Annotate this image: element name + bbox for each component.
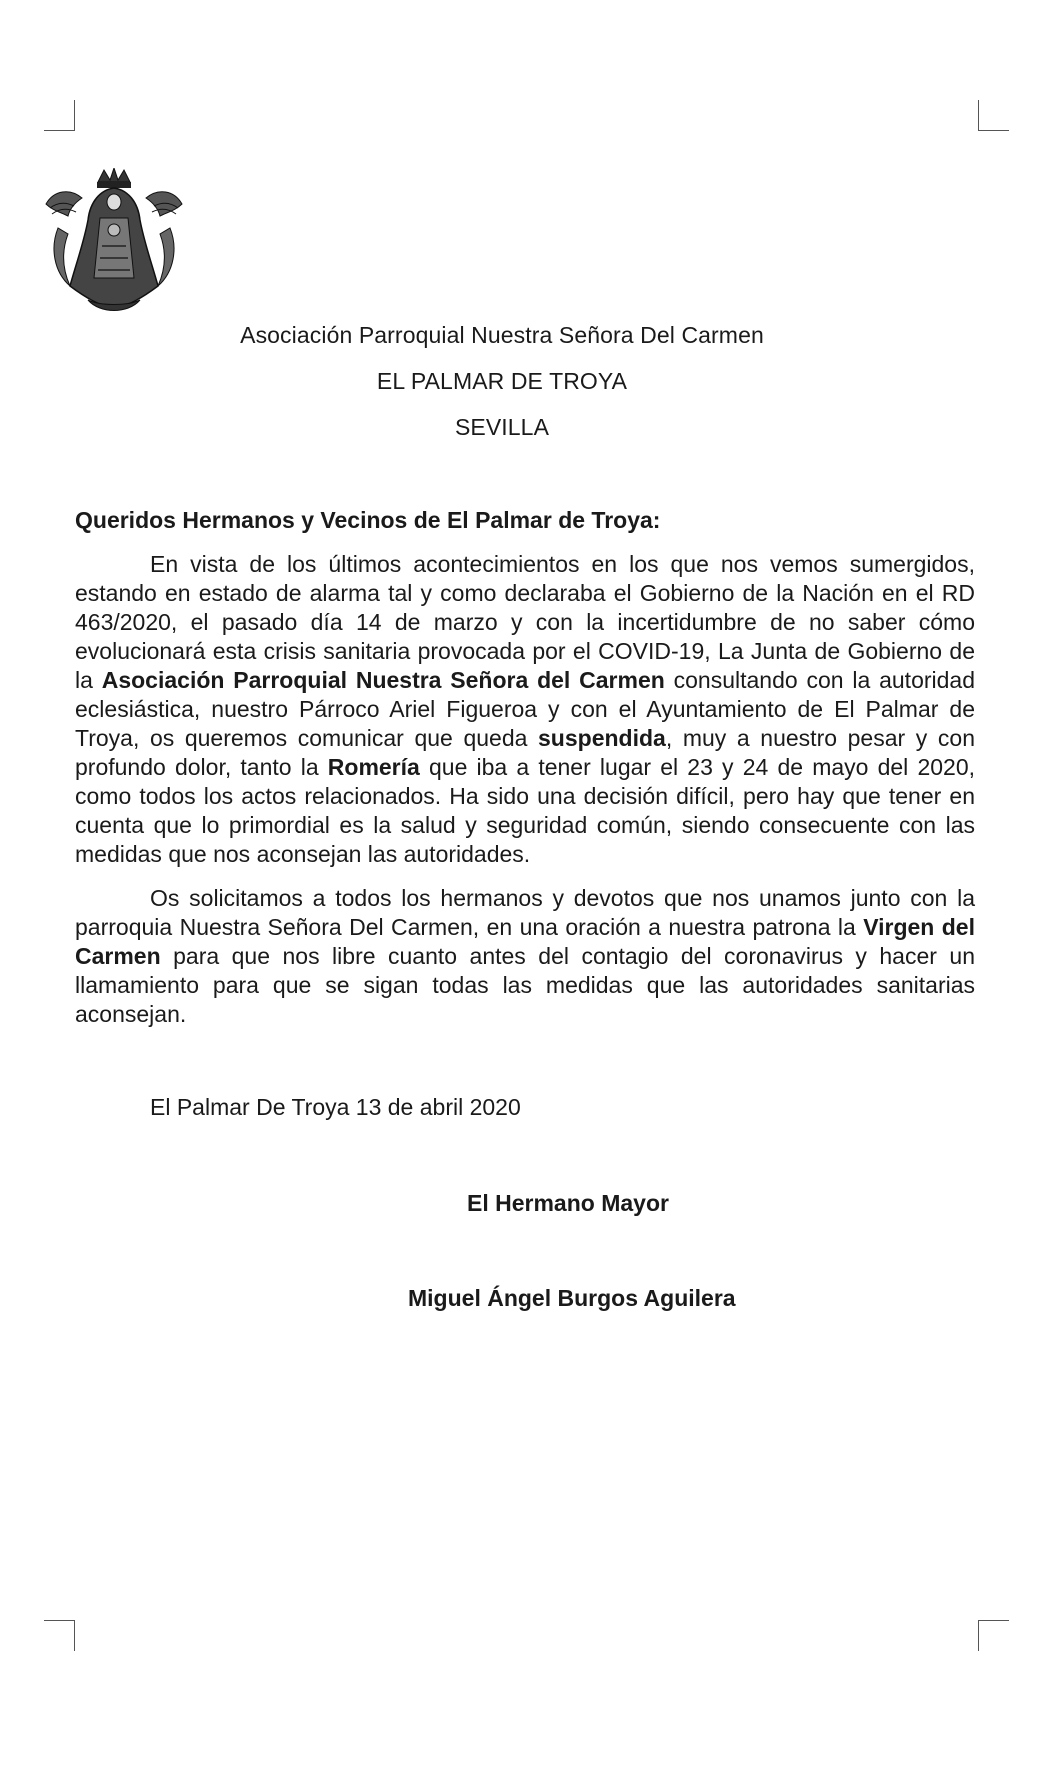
crop-mark-top-right xyxy=(978,100,1009,131)
signer-name: Miguel Ángel Burgos Aguilera xyxy=(408,1285,736,1311)
paragraph2-text-2: para que nos libre cuanto antes del contagio del coronavirus y hacer un llamamiento para que se sigan todas las medidas que las autoridades sanitarias aconsejan. xyxy=(75,943,975,1027)
paragraph1-text-1: En vista de los últimos acontecimientos en los que nos vemos sumergidos, estando en estado de alarma tal y como declaraba el Gobierno de la Nación en el RD 463/2020, el pasado día 14 de marzo y con la incertidumbre de no saber cómo evolucionará esta crisis sanitaria provocada por el COVID-19, La Junta de Gobierno de la xyxy=(75,551,975,693)
province-name: SEVILLA xyxy=(454,414,550,440)
crop-mark-top-left xyxy=(44,100,75,131)
paragraph1-bold-suspended: suspendida xyxy=(538,725,666,751)
paragraph-announcement xyxy=(75,550,975,869)
paragraph1-text-2: consultando con la autoridad eclesiástica, nuestro Párroco Ariel Figueroa y con el Ayuntamiento de El Palmar de Troya, os queremos comunicar que queda xyxy=(75,667,976,751)
marian-emblem-icon xyxy=(40,168,188,318)
paragraph2-bold-virgin: Virgen del Carmen xyxy=(75,914,975,969)
crop-mark-bottom-right xyxy=(978,1620,1009,1651)
paragraph1-text-4: que iba a tener lugar el 23 y 24 de mayo del 2020, como todos los actos relacionados. Ha sido una decisión difícil, pero hay que tener en cuenta que lo primordial es la salud y seguridad común, siendo consecuente con las medidas que nos aconsejan las autoridades. xyxy=(75,754,976,867)
paragraph1-bold-romeria: Romería xyxy=(327,754,420,780)
signer-role: El Hermano Mayor xyxy=(467,1190,669,1216)
crop-mark-bottom-left xyxy=(44,1620,75,1651)
letter-greeting: Queridos Hermanos y Vecinos de El Palmar de Troya: xyxy=(75,507,661,533)
paragraph-prayer-request xyxy=(75,884,975,1029)
paragraph1-bold-association: Asociación Parroquial Nuestra Señora del Carmen xyxy=(101,667,665,693)
paragraph1-text-3: , muy a nuestro pesar y con profundo dolor, tanto la xyxy=(75,725,975,780)
town-name: EL PALMAR DE TROYA xyxy=(376,368,628,394)
letter-date: El Palmar De Troya 13 de abril 2020 xyxy=(150,1094,521,1120)
paragraph2-text-1: Os solicitamos a todos los hermanos y devotos que nos unamos junto con la parroquia Nuestra Señora Del Carmen, en una oración a nuestra patrona la xyxy=(75,885,975,940)
association-name: Asociación Parroquial Nuestra Señora Del Carmen xyxy=(240,322,764,348)
